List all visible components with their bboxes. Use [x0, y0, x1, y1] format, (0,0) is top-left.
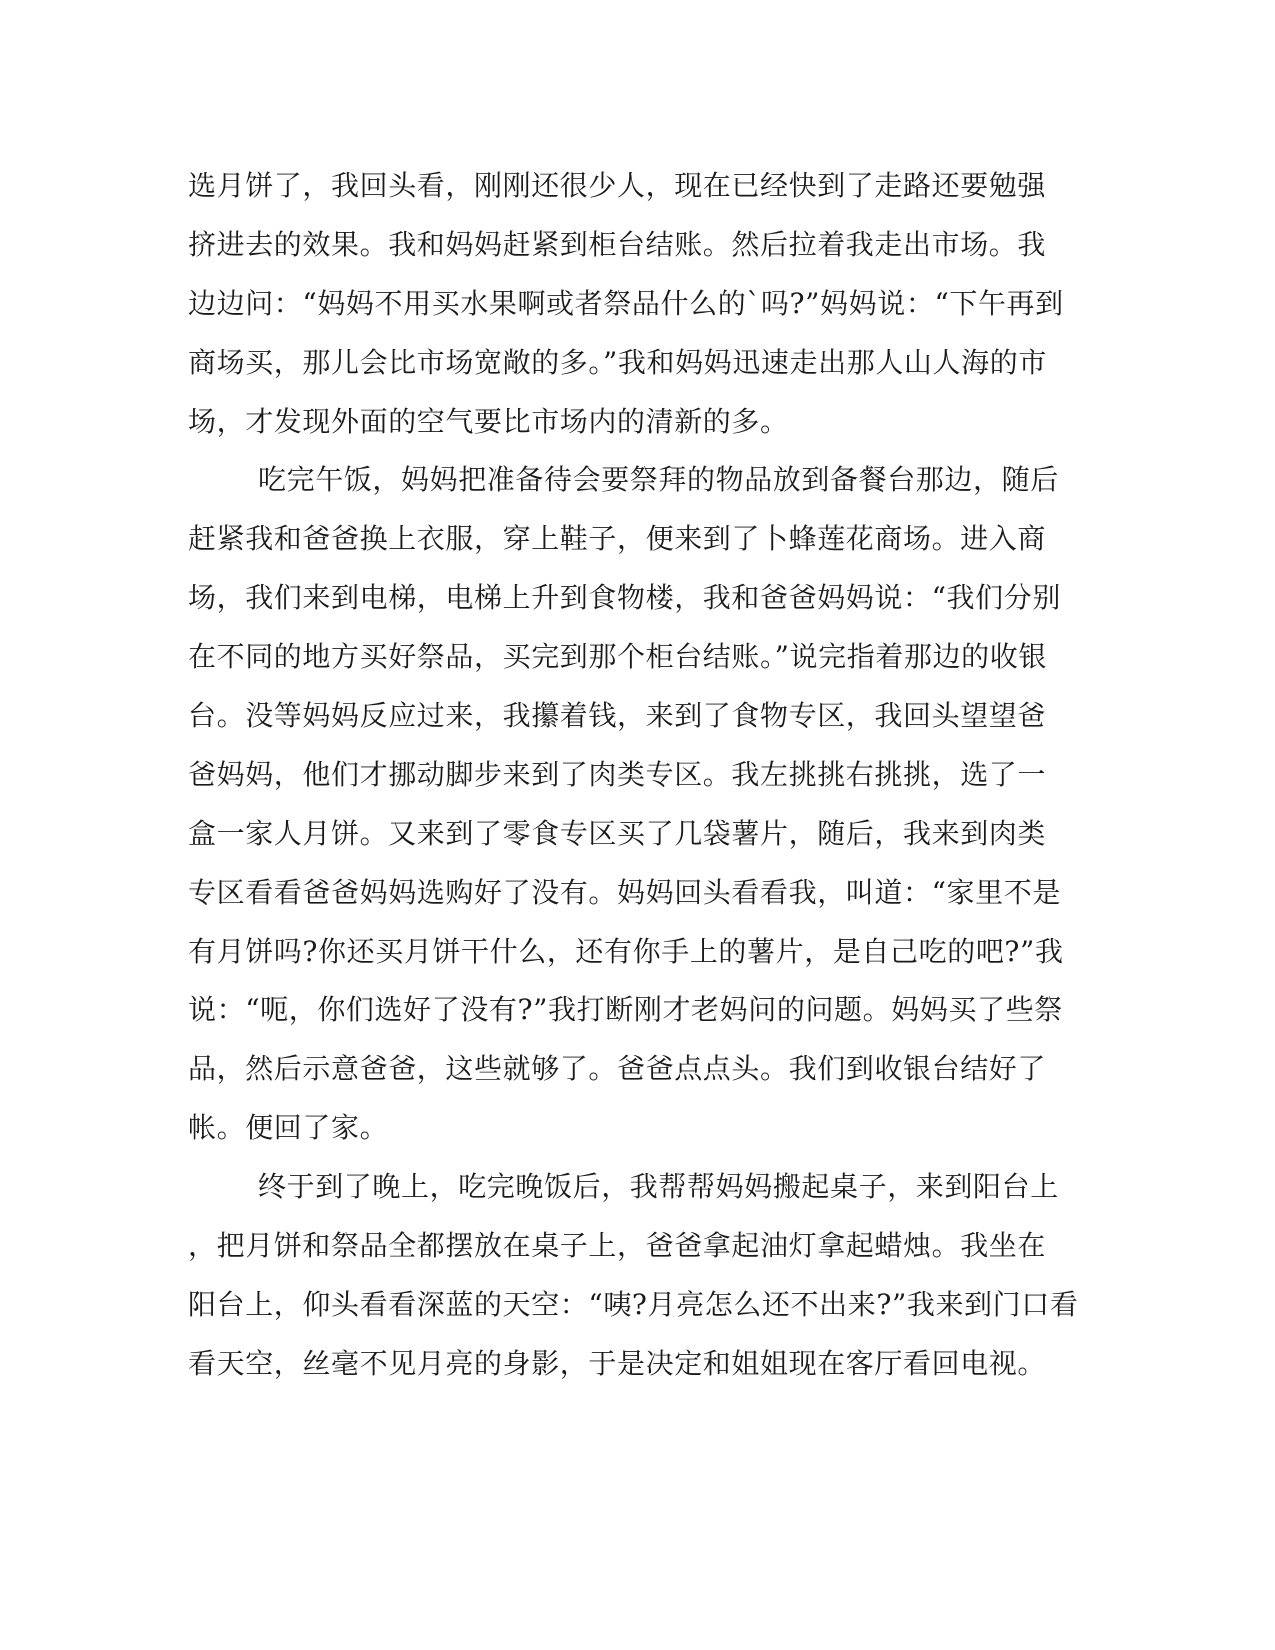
text-line: 看天空，丝毫不见月亮的身影，于是决定和姐姐现在客厅看回电视。 — [188, 1346, 1047, 1380]
text-line: ，把月饼和祭品全都摆放在桌子上，爸爸拿起油灯拿起蜡烛。我坐在 — [188, 1229, 1047, 1263]
text-line: 帐。便回了家。 — [188, 1111, 389, 1145]
text-line: 爸妈妈，他们才挪动脚步来到了肉类专区。我左挑挑右挑挑，选了一 — [188, 757, 1047, 791]
text-line: 选月饼了，我回头看，刚刚还很少人，现在已经快到了走路还要勉强 — [188, 169, 1047, 202]
text-line: 台。没等妈妈反应过来，我攥着钱，来到了食物专区，我回头望望爸 — [188, 699, 1047, 733]
text-line: 在不同的地方买好祭品，买完到那个柜台结账。”说完指着那边的收银 — [188, 640, 1047, 674]
text-line: 边边问：“妈妈不用买水果啊或者祭品什么的`吗?”妈妈说：“下午再到 — [188, 286, 1064, 320]
article-body — [188, 157, 1088, 1394]
text-line: 赶紧我和爸爸换上衣服，穿上鞋子，便来到了卜蜂莲花商场。进入商 — [188, 522, 1047, 556]
text-line: 专区看看爸爸妈妈选购好了没有。妈妈回头看看我，叫道：“家里不是 — [188, 875, 1061, 909]
text-line: 商场买，那儿会比市场宽敞的多。”我和妈妈迅速走出那人山人海的市 — [188, 345, 1047, 379]
text-line: 有月饼吗?你还买月饼干什么，还有你手上的薯片，是自己吃的吧?”我 — [188, 934, 1064, 968]
text-line: 场，我们来到电梯，电梯上升到食物楼，我和爸爸妈妈说：“我们分别 — [188, 581, 1061, 615]
text-line: 挤进去的效果。我和妈妈赶紧到柜台结账。然后拉着我走出市场。我 — [188, 227, 1047, 261]
text-line: 场，才发现外面的空气要比市场内的清新的多。 — [188, 404, 789, 438]
text-line: 盒一家人月饼。又来到了零食专区买了几袋薯片，随后，我来到肉类 — [188, 816, 1047, 850]
text-line: 说：“呃，你们选好了没有?”我打断刚才老妈问的问题。妈妈买了些祭 — [188, 993, 1063, 1027]
paragraph-first-line: 终于到了晚上，吃完晚饭后，我帮帮妈妈搬起桌子，来到阳台上 — [258, 1170, 1059, 1204]
paragraph-first-line: 吃完午饭，妈妈把准备待会要祭拜的物品放到备餐台那边，随后 — [258, 463, 1059, 497]
text-line: 阳台上，仰头看看深蓝的天空：“咦?月亮怎么还不出来?”我来到门口看 — [188, 1287, 1079, 1321]
text-line: 品，然后示意爸爸，这些就够了。爸爸点点头。我们到收银台结好了 — [188, 1052, 1047, 1086]
